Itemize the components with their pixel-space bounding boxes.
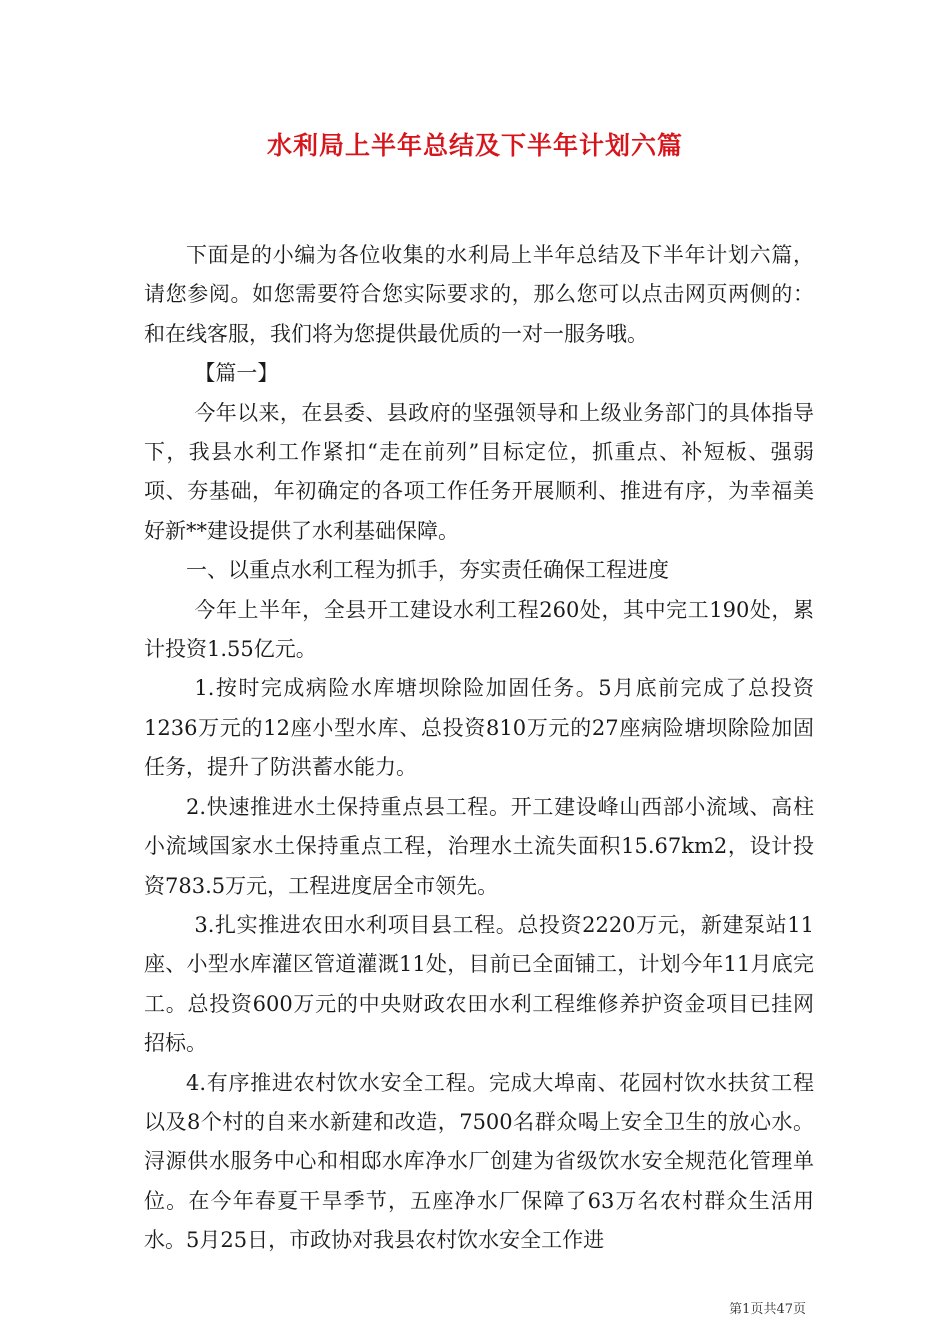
list-item-paragraph: 3.扎实推进农田水利项目县工程。总投资2220万元，新建泵站11座、小型水库灌区管道灌溉11处，目前已全面铺工，计划今年11月底完工。总投资600万元的中央财政农田水利工程维修养护资金项目已挂网招标。 (144, 912, 814, 1056)
document-body (144, 236, 814, 1261)
intro-paragraph: 下面是的小编为各位收集的水利局上半年总结及下半年计划六篇，请您参阅。如您需要符合您实际要求的，那么您可以点击网页两侧的：和在线客服，我们将为您提供最优质的一对一服务哦。 (144, 243, 814, 346)
list-item-paragraph: 1.按时完成病险水库塘坝除险加固任务。5月底前完成了总投资1236万元的12座小型水库、总投资810万元的27座病险塘坝除险加固任务，提升了防洪蓄水能力。 (144, 676, 814, 780)
page-number-footer: 第1页共47页 (729, 1302, 806, 1317)
list-item-paragraph: 4.有序推进农村饮水安全工程。完成大埠南、花园村饮水扶贫工程以及8个村的自来水新建和改造，7500名群众喝上安全卫生的放心水。浔源供水服务中心和相邸水库净水厂创建为省级饮水安全规范化管理单位。在今年春夏干旱季节，五座净水厂保障了63万名农村群众生活用水。5月25日，市政协对我县农村饮水安全工作进 (144, 1070, 814, 1253)
section-heading: 一、以重点水利工程为抓手，夯实责任确保工程进度 (186, 558, 669, 583)
section-heading-part-one: 【篇一】 (194, 361, 279, 386)
body-paragraph: 今年以来，在县委、县政府的坚强领导和上级业务部门的具体指导下，我县水利工作紧扣“走在前列”目标定位，抓重点、补短板、强弱项、夯基础，年初确定的各项工作任务开展顺利、推进有序，为幸福美好新**建设提供了水利基础保障。 (144, 400, 814, 543)
list-item-paragraph: 2.快速推进水土保持重点县工程。开工建设峰山西部小流域、高柱小流域国家水土保持重点工程，治理水土流失面积15.67km2，设计投资783.5万元，工程进度居全市领先。 (144, 794, 814, 898)
body-paragraph: 今年上半年，全县开工建设水利工程260处，其中完工190处，累计投资1.55亿元。 (144, 597, 814, 662)
document-title: 水利局上半年总结及下半年计划六篇 (266, 131, 683, 160)
